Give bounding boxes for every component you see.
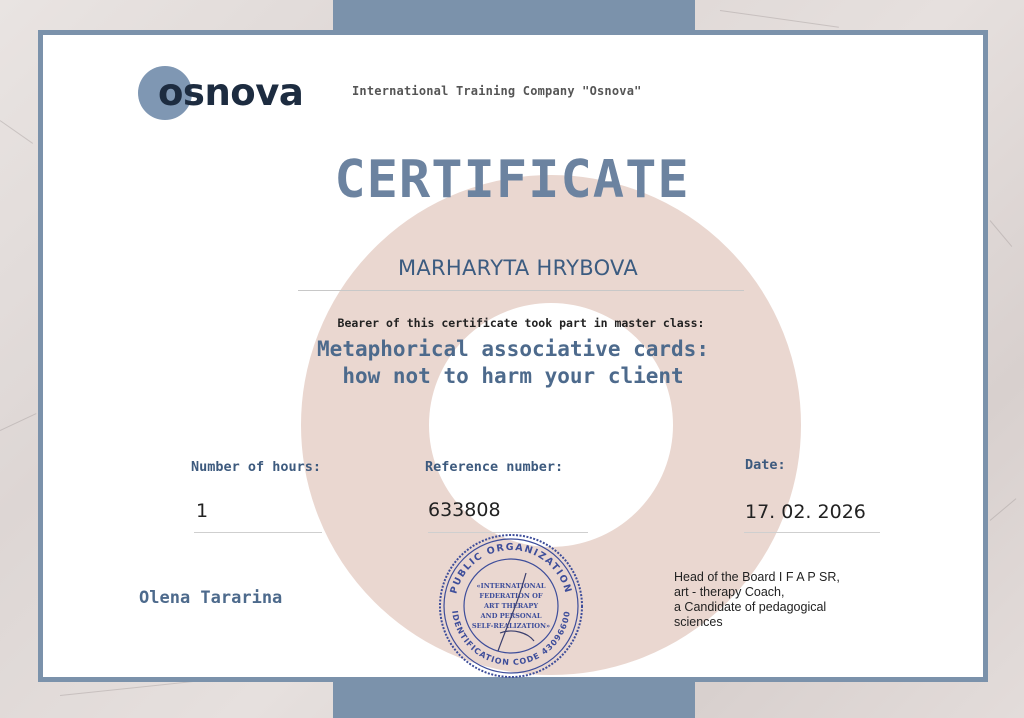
company-name: International Training Company "Osnova" <box>352 84 642 98</box>
seal-inner-line-3: ART THERAPY <box>483 602 539 610</box>
date-underline <box>744 532 880 533</box>
signer-title-line-4: sciences <box>674 615 723 629</box>
logo-text: osnova <box>158 71 304 114</box>
reference-label: Reference number: <box>425 459 564 475</box>
official-seal-stamp <box>438 533 584 679</box>
seal-bottom-text: IDENTIFICATION CODE 43096600 <box>450 609 572 668</box>
seal-inner-line-1: «INTERNATIONAL <box>476 582 546 590</box>
course-line-2: how not to harm your client <box>342 364 684 388</box>
hours-underline <box>194 532 322 533</box>
date-label: Date: <box>745 457 786 473</box>
seal-inner-line-2: FEDERATION OF <box>479 592 543 600</box>
bearer-text: Bearer of this certificate took part in master class: <box>337 316 705 330</box>
signer-title-line-1: Head of the Board I F A P SR, <box>674 570 840 584</box>
seal-inner-line-5: SELF-REALIZATION» <box>471 622 551 630</box>
signer-title-line-2: art - therapy Coach, <box>674 585 785 599</box>
reference-value: 633808 <box>428 499 501 521</box>
course-title <box>0 336 1024 390</box>
seal-inner-line-4: AND PERSONAL <box>480 612 542 620</box>
name-underline <box>298 290 744 291</box>
certificate-title: CERTIFICATE <box>334 150 690 210</box>
signer-title-line-3: a Candidate of pedagogical <box>674 600 827 614</box>
recipient-name: MARHARYTA HRYBOVA <box>397 256 639 280</box>
signer-title <box>674 570 840 630</box>
date-value: 17. 02. 2026 <box>745 501 866 523</box>
signer-name: Olena Tararina <box>139 588 283 608</box>
bottom-accent-band <box>333 680 695 718</box>
hours-value: 1 <box>196 500 209 522</box>
osnova-logo <box>138 66 318 122</box>
hours-label: Number of hours: <box>191 459 322 475</box>
top-accent-band <box>333 0 695 34</box>
course-line-1: Metaphorical associative cards: <box>317 337 709 361</box>
seal-outer-text: PUBLIC ORGANIZATION <box>448 541 574 596</box>
